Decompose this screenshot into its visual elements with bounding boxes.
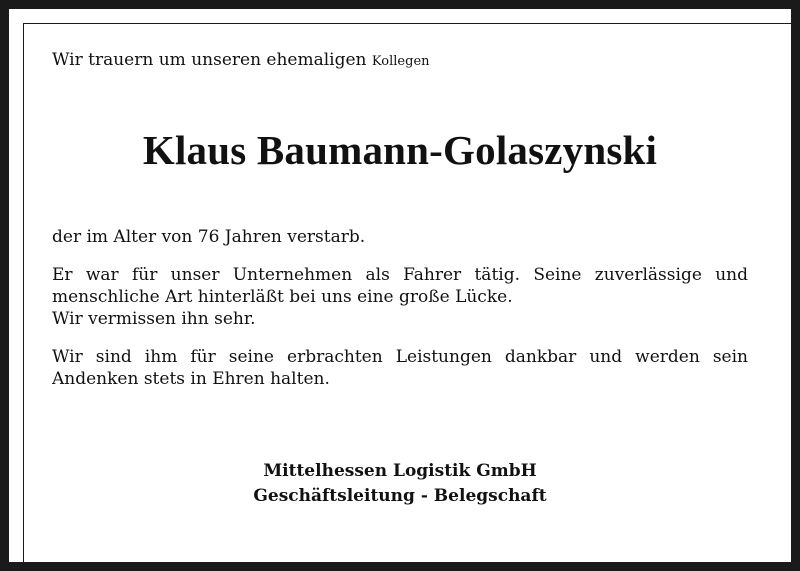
- obituary-notice: [52, 48, 748, 506]
- tribute-line-1: Er war für unser Unternehmen als Fahrer tätig. Seine zuverlässige und: [52, 265, 748, 285]
- signatories: Geschäftsleitung - Belegschaft: [253, 486, 547, 506]
- deceased-name: Klaus Baumann-Golaszynski: [142, 127, 658, 173]
- gratitude-paragraph: [52, 346, 748, 390]
- tribute-line-2: menschliche Art hinterläßt bei uns eine große Lücke.: [52, 287, 513, 307]
- intro-text: Wir trauern um unseren ehemaligen: [52, 50, 367, 70]
- tribute-line-3: Wir vermissen ihn sehr.: [52, 309, 256, 329]
- tribute-paragraph: [52, 264, 748, 330]
- age-line: der im Alter von 76 Jahren verstarb.: [52, 227, 366, 247]
- signature-block: [52, 459, 748, 509]
- intro-line: [52, 48, 748, 74]
- company-name: Mittelhessen Logistik GmbH: [263, 461, 537, 481]
- gratitude-line-1: Wir sind ihm für seine erbrachten Leistungen dankbar und werden sein: [52, 347, 748, 367]
- age-paragraph: [52, 226, 748, 248]
- notice-body: [52, 226, 748, 406]
- gratitude-line-2: Andenken stets in Ehren halten.: [52, 369, 330, 389]
- intro-small-text: Kollegen: [371, 54, 430, 69]
